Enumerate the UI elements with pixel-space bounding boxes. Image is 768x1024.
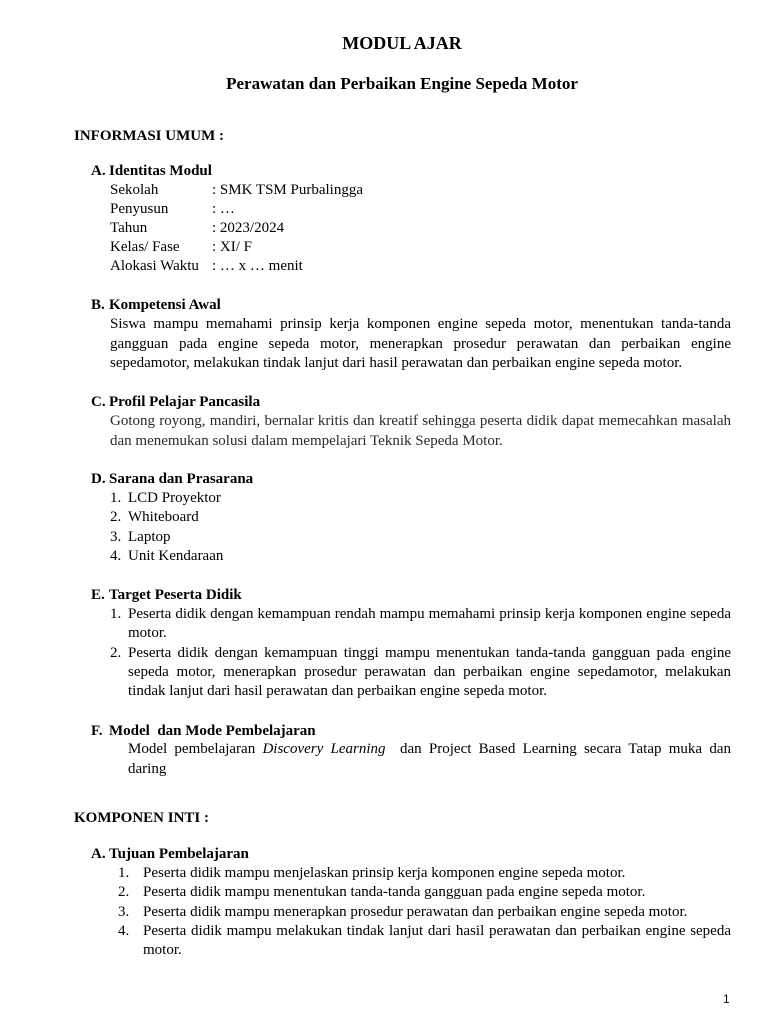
list-text: Whiteboard bbox=[128, 509, 199, 526]
list-number: 2. bbox=[118, 884, 130, 901]
list-number: 1. bbox=[118, 865, 130, 881]
subheading-letter: B. bbox=[91, 297, 105, 313]
list-number: 3. bbox=[110, 528, 122, 545]
identity-row-kelas bbox=[110, 238, 252, 257]
list-number: 1. bbox=[110, 490, 122, 506]
subheading-title: Model dan Mode Pembelajaran bbox=[109, 723, 316, 739]
list-text: Peserta didik mampu melakukan tindak lanjut dari hasil perawatan dan perbaikan engine sepeda motor. bbox=[143, 922, 731, 959]
identity-value: : … x … menit bbox=[212, 258, 303, 274]
list-text: LCD Proyektor bbox=[128, 490, 221, 506]
list-text: Peserta didik mampu menentukan tanda-tanda gangguan pada engine sepeda motor. bbox=[143, 884, 646, 901]
model-pembelajaran-text bbox=[128, 740, 735, 779]
list-item bbox=[118, 864, 731, 883]
list-number: 2. bbox=[110, 644, 122, 661]
list-item bbox=[110, 547, 731, 566]
identity-row-sekolah bbox=[110, 181, 363, 200]
list-text: Peserta didik mampu menerapkan prosedur perawatan dan perbaikan engine sepeda motor. bbox=[143, 903, 688, 920]
tujuan-list bbox=[118, 864, 731, 960]
subheading-letter: F. bbox=[91, 723, 103, 739]
subheading-letter: A. bbox=[91, 163, 106, 179]
identity-value: : 2023/2024 bbox=[212, 220, 285, 236]
list-item bbox=[118, 883, 731, 902]
list-number: 4. bbox=[110, 547, 122, 564]
page-number: 1 bbox=[723, 992, 730, 1006]
model-text-before: Model pembelajaran bbox=[128, 741, 263, 757]
list-text: Peserta didik dengan kemampuan rendah mampu memahami prinsip kerja komponen engine sepeda motor. bbox=[128, 606, 731, 642]
subheading-sarana-prasarana bbox=[91, 470, 253, 489]
list-number: 2. bbox=[110, 509, 122, 526]
page-title: MODUL AJAR bbox=[342, 33, 462, 53]
identity-value: : SMK TSM Purbalingga bbox=[212, 182, 363, 198]
list-item bbox=[118, 922, 731, 961]
sarana-list bbox=[110, 489, 731, 566]
subheading-title: Target Peserta Didik bbox=[109, 587, 242, 603]
model-text-after: dan Project Based Learning secara Tatap muka dan daring bbox=[128, 741, 735, 777]
list-text: Peserta didik dengan kemampuan tinggi mampu menentukan tanda-tanda gangguan pada engine sepeda motor, menerapkan prosedur perawatan dan perbaikan engine sepedamotor, melakukan tindak lanjut dari hasil perawatan dan perbaikan engine sepeda motor. bbox=[128, 644, 731, 700]
kompetensi-awal-text: Siswa mampu memahami prinsip kerja komponen engine sepeda motor, menentukan tanda-tanda gangguan pada engine sepeda motor, menerapkan prosedur perawatan dan perbaikan engine sepedamotor, melakukan tindak lanjut dari hasil perawatan dan perbaikan engine sepeda motor. bbox=[110, 316, 731, 371]
subheading-title: Identitas Modul bbox=[109, 163, 212, 179]
subheading-kompetensi-awal bbox=[91, 296, 221, 315]
subheading-letter: E. bbox=[91, 587, 105, 603]
identity-label: Alokasi Waktu bbox=[110, 258, 199, 274]
list-number: 1. bbox=[110, 606, 122, 622]
list-item bbox=[118, 903, 731, 922]
model-text-italic: Discovery Learning bbox=[262, 741, 386, 757]
subheading-tujuan-pembelajaran bbox=[91, 845, 249, 864]
identity-value: : … bbox=[212, 201, 235, 217]
list-item bbox=[110, 508, 731, 527]
subheading-title: Profil Pelajar Pancasila bbox=[109, 394, 261, 410]
list-text: Unit Kendaraan bbox=[128, 547, 224, 564]
list-item bbox=[110, 528, 731, 547]
identity-label: Penyusun bbox=[110, 201, 169, 217]
profil-pelajar-text: Gotong royong, mandiri, bernalar kritis dan kreatif sehingga peserta didik dapat memecahkan masalah dan menemukan solusi dalam mempelajari Teknik Sepeda Motor. bbox=[110, 413, 731, 449]
list-text: Peserta didik mampu menjelaskan prinsip kerja komponen engine sepeda motor. bbox=[143, 865, 626, 881]
subheading-title: Sarana dan Prasarana bbox=[109, 471, 254, 487]
page-subtitle: Perawatan dan Perbaikan Engine Sepeda Motor bbox=[226, 74, 578, 93]
identity-label: Kelas/ Fase bbox=[110, 239, 180, 255]
target-list bbox=[110, 605, 731, 701]
list-item bbox=[110, 489, 731, 508]
identity-row-penyusun bbox=[110, 200, 235, 219]
list-text: Laptop bbox=[128, 528, 171, 545]
list-item bbox=[110, 605, 731, 644]
list-number: 3. bbox=[118, 903, 130, 920]
section-heading-komponen-inti: KOMPONEN INTI : bbox=[74, 810, 209, 826]
subheading-title: Kompetensi Awal bbox=[109, 297, 221, 313]
subheading-letter: A. bbox=[91, 846, 106, 862]
subheading-title: Tujuan Pembelajaran bbox=[109, 846, 249, 862]
identity-row-tahun bbox=[110, 219, 284, 238]
subheading-letter: C. bbox=[91, 394, 106, 410]
identity-row-alokasi-waktu bbox=[110, 257, 303, 276]
identity-value: : XI/ F bbox=[212, 239, 253, 255]
list-number: 4. bbox=[118, 922, 130, 939]
identity-label: Tahun bbox=[110, 220, 148, 236]
list-item bbox=[110, 644, 731, 702]
subheading-identitas-modul bbox=[91, 162, 212, 181]
identity-label: Sekolah bbox=[110, 182, 159, 198]
subheading-letter: D. bbox=[91, 471, 106, 487]
subheading-target-peserta bbox=[91, 586, 242, 605]
subheading-model-pembelajaran bbox=[91, 722, 316, 741]
section-heading-informasi-umum: INFORMASI UMUM : bbox=[74, 128, 224, 144]
subheading-profil-pelajar bbox=[91, 393, 260, 412]
